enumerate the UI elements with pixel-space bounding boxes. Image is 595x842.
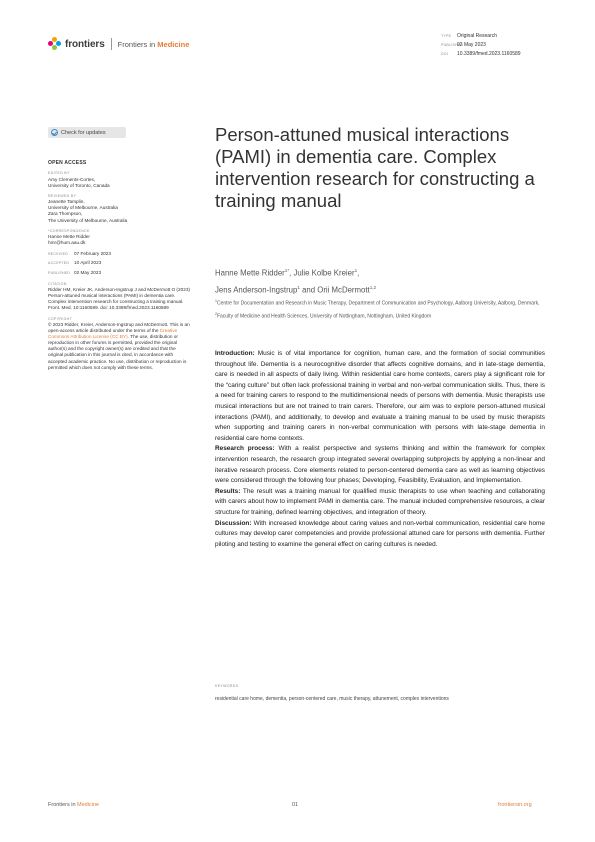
abstract-research-process: Research process: With a realist perspective and systems thinking and within the framework for complex intervention research, the research group integrated several overlapping subprojects by applying a non-linear and iterative research process. Core elements related to person-centered dementia care as well as learning objectives were considered through the following four phases; Developing, Feasibility, Evaluation, and Implementation. <box>215 445 545 485</box>
meta-doi[interactable]: DOI 10.3389/fmed.2023.1160589 <box>441 51 521 57</box>
copyright-label: COPYRIGHT <box>48 316 73 321</box>
author-line-2: Jens Anderson-Ingstrup$^1$ and Orii McDermott$^{1,2}$ <box>215 284 377 295</box>
reviewed-by-label: REVIEWED BY <box>48 193 77 198</box>
article-sidebar <box>48 160 192 371</box>
reviewer-affiliation: The University of Melbourne, Australia <box>48 217 128 223</box>
citation-label: CITATION <box>48 281 67 286</box>
citation-text: Ridder HM, Kreier JK, Anderson-Ingstrup J and McDermott O (2023) Person-attuned musical interactions (PAMI) in dementia care. Complex intervention research for constructing a training manual. Front. Med. 10:1160589. doi: 10.3389/fmed.2023.1160589 <box>48 287 190 311</box>
journal-prefix: Frontiers in <box>117 39 156 49</box>
editor-affiliation: University of Toronto, Canada <box>48 182 110 188</box>
date-received: RECEIVED 07 February 2023 <box>48 251 112 257</box>
logo-divider <box>111 38 112 50</box>
meta-published: PUBLISHED 02 May 2023 <box>441 42 486 48</box>
journal-name <box>118 40 190 49</box>
meta-type: TYPE Original Research <box>441 33 498 39</box>
reviewer-name: Jeanette Tamplin, <box>48 199 85 205</box>
author-name[interactable]: Hanne Mette Ridder <box>215 268 285 278</box>
open-access-label: OPEN ACCESS <box>48 160 87 166</box>
author-line-1: Hanne Mette Ridder$^{1*}$, Julie Kolbe Kreier$^1$, <box>215 268 360 278</box>
article-title: Person-attuned musical interactions (PAMI) in dementia care. Complex intervention research for constructing a training manual <box>215 124 535 211</box>
abstract <box>215 349 545 550</box>
abstract-introduction: Introduction: Music is of vital importance for cognition, human care, and the formation of social communities throughout life. Dementia is a neurocognitive disorder that affects cognitive domains, and in late-stage dementia, care is needed in all aspects of daily living. Within residential care home contexts, carers play a significant role for the “caring culture” but often lack professional training in verbal and non-verbal communication skills. Thus, there is a need for training carers to respond to the multidimensional needs of persons with dementia. Music therapists use musical interactions but are not trained to train carers. Therefore, our aim was to explore person-attuned musical interactions (PAMI), and additionally, to develop and evaluate a training manual to be used by music therapists when supporting and training carers in non-verbal communication with persons with late-stage dementia in residential care home contexts. <box>215 350 545 442</box>
edited-by-label: EDITED BY <box>48 171 70 176</box>
cc-by-license-link[interactable]: Creative Commons Attribution License (CC BY). <box>48 328 178 340</box>
footer-site-link[interactable]: frontiersin.org <box>498 802 532 808</box>
author-name[interactable]: , Julie Kolbe Kreier <box>289 268 355 278</box>
author-list <box>215 264 555 297</box>
correspondent-email-link[interactable]: hmr@hum.aau.dk <box>48 240 86 246</box>
abstract-discussion: Discussion: With increased knowledge about caring values and non-verbal communication, residential care home cultures may develop carer competencies and provide professional attuned care for persons with dementia. Further piloting and testing to examine the general effect on caring cultures is needed. <box>215 519 545 548</box>
author-name[interactable]: Jens Anderson-Ingstrup <box>215 285 298 295</box>
article-meta <box>441 32 521 59</box>
frontiers-logo-icon <box>48 37 62 51</box>
reviewer-affiliation: University of Melbourne, Australia <box>48 205 118 211</box>
frontiers-logo[interactable] <box>48 36 189 52</box>
copyright-text: © 2023 Ridder, Kreier, Anderson-Ingstrup and McDermott. This is an open-access article distributed under the terms of the Creative Commons Attribution License (CC BY). The use, distribution or reproduction in other forums is permitted, provided the original author(s) and the copyright owner(s) are credited and that the original publication in this journal is cited, in accordance with accepted academic practice. No use, distribution or reproduction is permitted which does not comply with these terms. <box>48 322 190 370</box>
footer-journal: Frontiers in Medicine <box>48 802 100 808</box>
correspondence-label: *CORRESPONDENCE <box>48 228 90 233</box>
affiliations: $^1$Centre for Documentation and Research in Music Therapy, Department of Communication and Psychology, Aalborg University, Aalborg, Denmark, $^2$Faculty of Medicine and Health Sciences, University of Nottingham, Nottingham, United Kingdom <box>215 299 540 320</box>
page-number: 01 <box>292 802 299 808</box>
journal-title: Medicine <box>157 39 190 49</box>
keywords-label: KEYWORDS <box>215 684 239 688</box>
date-published: PUBLISHED 02 May 2023 <box>48 269 102 275</box>
logo-wordmark: frontiers <box>65 38 105 50</box>
keywords-list: residential care home, dementia, person-centered care, music therapy, attunement, complex interventions <box>215 696 449 702</box>
date-accepted: ACCEPTED 10 April 2023 <box>48 260 102 266</box>
editor-name: Amy Clements-Cortes, <box>48 176 96 182</box>
check-icon <box>51 129 58 136</box>
reviewer-name: Zara Thompson, <box>48 211 83 217</box>
abstract-results: Results: The result was a training manual for qualified music therapists to use when teaching and collaborating with carers about how to implement PAMI in dementia care. The manual included comprehensive resources, a clear structure for training, defined learning objectives, and integration of theory. <box>215 487 545 516</box>
correspondent-name: Hanne Mette Ridder <box>48 234 90 240</box>
check-for-updates-button[interactable]: Check for updates <box>48 127 126 138</box>
author-name[interactable]: and Orii McDermott <box>299 285 370 295</box>
